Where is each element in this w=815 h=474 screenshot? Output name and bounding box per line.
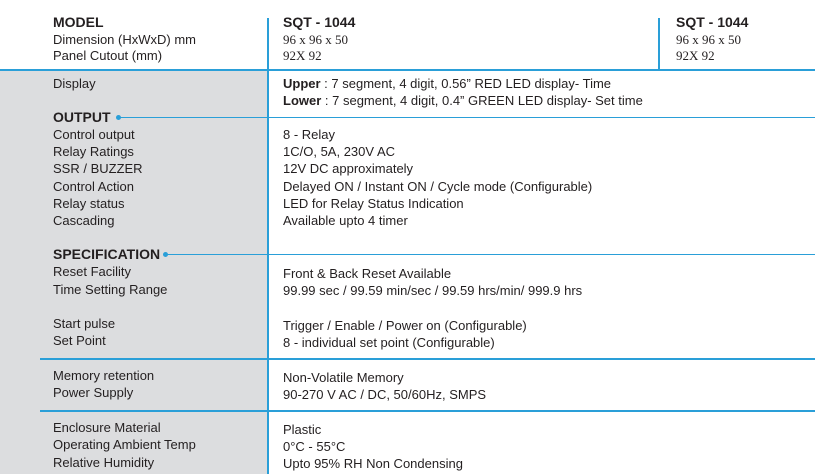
display-upper (283, 76, 611, 92)
spec-label-4: Memory retention (53, 368, 155, 383)
spec-value-8: Upto 95% RH Non Condensing (283, 456, 463, 471)
spec-value-5: 90-270 V AC / DC, 50/60Hz, SMPS (283, 387, 487, 402)
specification-section-rule (167, 254, 815, 255)
spec-value-7: 0°C - 55°C (283, 439, 346, 454)
display-upper-prefix: Upper (283, 76, 321, 91)
display-upper-text: : 7 segment, 4 digit, 0.56” RED LED display- Time (320, 76, 612, 91)
display-lower (283, 93, 643, 109)
spec-label-3: Set Point (53, 333, 106, 348)
output-section-title: OUTPUT (53, 109, 111, 125)
model-value-1: SQT - 1044 (283, 14, 356, 30)
row-separator-power (40, 410, 815, 412)
output-label-4: Relay status (53, 196, 125, 211)
cutout-value-1: 92X 92 (283, 48, 322, 63)
row-separator-setpoint (40, 358, 815, 360)
output-label-5: Cascading (53, 213, 115, 228)
display-lower-prefix: Lower (283, 93, 322, 108)
cutout-value-2: 92X 92 (676, 48, 715, 63)
output-section-rule (120, 117, 815, 118)
spec-label-1: Time Setting Range (53, 282, 168, 297)
spec-label-8: Relative Humidity (53, 455, 155, 470)
output-value-5: Available upto 4 timer (283, 213, 408, 228)
output-value-4: LED for Relay Status Indication (283, 196, 464, 211)
output-value-1: 1C/O, 5A, 230V AC (283, 144, 396, 159)
spec-value-3: 8 - individual set point (Configurable) (283, 335, 495, 350)
model-label: MODEL (53, 14, 104, 30)
spec-value-4: Non-Volatile Memory (283, 370, 404, 385)
model-value-2: SQT - 1044 (676, 14, 749, 30)
output-value-0: 8 - Relay (283, 127, 336, 142)
column-divider-1 (267, 18, 269, 474)
spec-label-0: Reset Facility (53, 264, 132, 279)
spec-value-1: 99.99 sec / 99.59 min/sec / 99.59 hrs/min/ 999.9 hrs (283, 283, 583, 298)
spec-label-2: Start pulse (53, 316, 116, 331)
output-label-0: Control output (53, 127, 135, 142)
dimension-value-1: 96 x 96 x 50 (283, 32, 348, 47)
spec-value-6: Plastic (283, 422, 322, 437)
cutout-label: Panel Cutout (mm) (53, 48, 163, 63)
dimension-value-2: 96 x 96 x 50 (676, 32, 741, 47)
display-lower-text: : 7 segment, 4 digit, 0.4” GREEN LED display- Set time (321, 93, 643, 108)
header-separator (0, 69, 815, 71)
spec-value-2: Trigger / Enable / Power on (Configurable) (283, 318, 527, 333)
spec-label-5: Power Supply (53, 385, 134, 400)
column-divider-2 (658, 18, 660, 70)
spec-value-0: Front & Back Reset Available (283, 266, 452, 281)
output-label-1: Relay Ratings (53, 144, 134, 159)
output-value-3: Delayed ON / Instant ON / Cycle mode (Configurable) (283, 179, 593, 194)
output-value-2: 12V DC approximately (283, 161, 414, 176)
output-label-3: Control Action (53, 179, 134, 194)
display-label: Display (53, 76, 96, 91)
spec-label-7: Operating Ambient Temp (53, 437, 196, 452)
spec-label-6: Enclosure Material (53, 420, 161, 435)
output-label-2: SSR / BUZZER (53, 161, 143, 176)
dimension-label: Dimension (HxWxD) mm (53, 32, 196, 47)
specification-section-title: SPECIFICATION (53, 246, 161, 262)
